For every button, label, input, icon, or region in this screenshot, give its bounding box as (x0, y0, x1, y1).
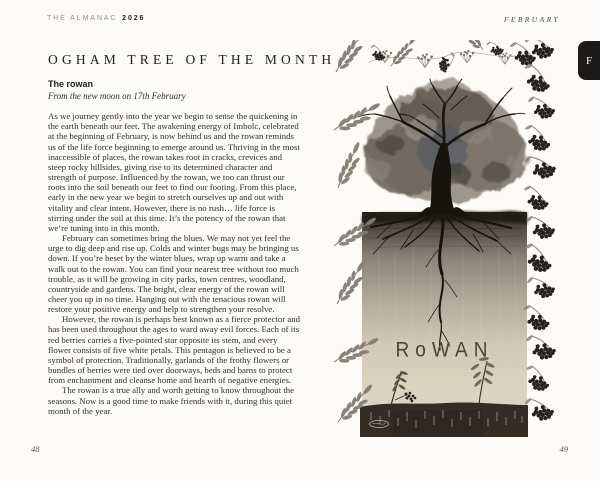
ground-band (360, 402, 528, 437)
month-tab-letter: F (585, 54, 593, 67)
article-body (48, 111, 301, 416)
article-date-note: From the new moon on 17th February (48, 91, 186, 102)
top-garland (368, 40, 536, 73)
book-year: 2026 (122, 15, 146, 22)
body-paragraph-2: February can sometimes bring the blues. We may not yet feel the urge to dig deep and rise up. Colds and winter bugs may be bringing us down. If you’re beset by the winter blues, wrap up warm and take a walk out to the rowan. You can find your nearest tree without too much trouble, as it will be growing in city parks, town centres, woodland, countryside and gardens. The bright, clear energy of the rowan will cheer you up in no time. Hanging out with the tenacious rowan will restore your positive energy and help to strengthen your resolve. (48, 233, 299, 315)
article-subtitle: The rowan (48, 79, 94, 90)
body-paragraph-1: As we journey gently into the year we begin to sense the quickening in the earth beneath our feet. The awakening energy of Imbolc, celebrated at the beginning of February, is now behind us and the rowan reminds us of the life force beginning to emerge around us. Thriving in the most inaccessible of places, the rowan takes root in cracks, crevices and steep rocky hillsides, giving rise to its determined character and strength of purpose. Influenced by the rowan, we too can thrust our roots into the soil beneath our feet to find our footing. From this place, early in the new year we begin to stretch ourselves up and out with vitality and clear intent. However, there is no rush… life force is stirring under the soil at this time. It’s the potency of the rowan that we’re tuning into in this month. (48, 111, 300, 233)
right-page-illustration (333, 40, 568, 452)
page-number-left: 48 (31, 444, 40, 454)
body-paragraph-3: However, the rowan is perhaps best known as a fierce protector and has been used throughout the ages to ward away evil forces. Each of its red berries carries a five-pointed star opposite its stem, and every flower consists of five white petals. This pentagon is believed to be a symbol of protection. Traditionally, garlands of the frothy flowers or bundles of berries were tied over doorways, beds and barns to protect from enchantment and cleanse home and hearth of negative energies. (48, 314, 301, 386)
soil-gradient-panel (362, 211, 527, 437)
left-page (48, 52, 336, 416)
article-title: OGHAM TREE OF THE MONTH (48, 52, 336, 67)
body-paragraph-4: The rowan is a true ally and worth getting to know throughout the seasons. Now is a good time to make friends with it, during this quiet month of the year. (48, 385, 295, 416)
running-head-month: FEBRUARY (503, 15, 560, 24)
book-title: THE ALMANAC (47, 15, 118, 22)
running-head-left (47, 15, 145, 22)
page-number-right: 49 (559, 444, 568, 454)
rowan-label: RoWAN (395, 338, 494, 362)
rowan-tree-artwork (333, 40, 568, 452)
month-tab[interactable] (578, 41, 600, 80)
